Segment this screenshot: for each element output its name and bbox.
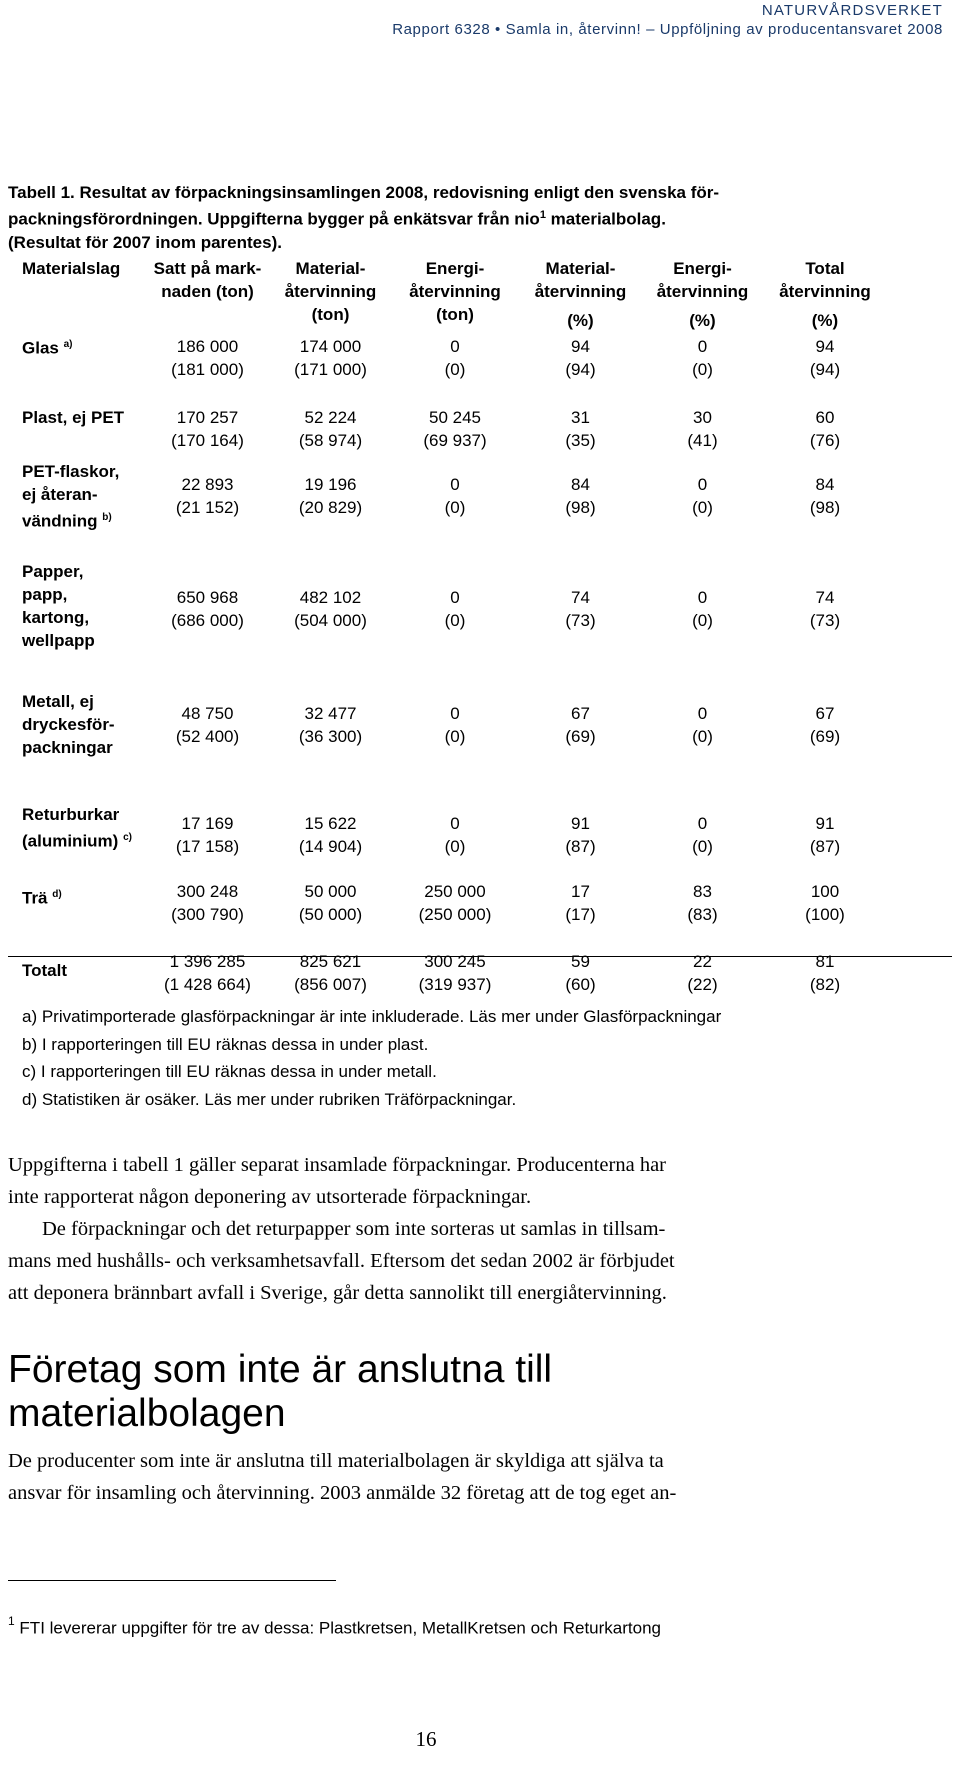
- row-label-line: Totalt: [22, 961, 68, 980]
- caption-line: (Resultat för 2007 inom parentes).: [8, 232, 282, 252]
- row-label-line: papp,: [22, 585, 68, 604]
- table-cell: 67: [571, 704, 590, 723]
- column-header: (%): [567, 311, 594, 330]
- table-cell: 0: [697, 588, 708, 607]
- row-label: [22, 959, 152, 982]
- table-cell: 50 000: [304, 882, 357, 901]
- row-label: [22, 460, 152, 533]
- table-cell: (98): [565, 498, 596, 517]
- row-label: [22, 333, 152, 360]
- table-cell: (0): [692, 727, 713, 746]
- column-header: Energi-: [425, 259, 485, 278]
- table-cell: (0): [692, 360, 713, 379]
- text-line: Uppgifterna i tabell 1 gäller separat insamlade förpackningar. Producenterna har: [8, 1154, 667, 1176]
- row-label-line: Papper,: [22, 562, 84, 581]
- table-cell: (0): [692, 611, 713, 630]
- table-cell: 31: [571, 408, 590, 427]
- column-header: Material-: [545, 259, 616, 278]
- column-header: återvinning: [656, 282, 749, 301]
- table-cell: (250 000): [418, 905, 492, 924]
- text-line: ansvar för insamling och återvinning. 2003 anmälde 32 företag att de tog eget an-: [8, 1482, 677, 1504]
- table-cell: (98): [809, 498, 841, 517]
- table-cell: 91: [571, 814, 590, 833]
- table-cell: (58 974): [298, 431, 363, 450]
- table-cell: (171 000): [294, 360, 367, 379]
- table-cell: (300 790): [171, 905, 244, 924]
- table-cell: (0): [692, 498, 713, 517]
- table-cell: 1 396 285: [169, 952, 246, 971]
- note-ref: b): [102, 512, 112, 523]
- row-label-line: wellpapp: [22, 631, 95, 650]
- table-cell: (319 937): [418, 975, 492, 994]
- table-cell: 170 257: [176, 408, 239, 427]
- table-cell: (69): [565, 727, 596, 746]
- table-cell: (35): [565, 431, 596, 450]
- row-label-line: ej återan-: [22, 485, 98, 504]
- table-cell: 32 477: [304, 704, 357, 723]
- column-header: Material-: [295, 259, 366, 278]
- row-label: [22, 560, 152, 652]
- paragraph: [8, 1445, 868, 1509]
- column-header: Energi-: [673, 259, 732, 278]
- table-cell: (73): [565, 611, 596, 630]
- table-cell: (41): [687, 431, 718, 450]
- publisher-header: NATURVÅRDSVERKET: [761, 2, 943, 19]
- text-line: att deponera brännbart avfall i Sverige, går detta sannolikt till energiåtervinning.: [8, 1282, 667, 1304]
- table-cell: 0: [450, 704, 460, 723]
- table-cell: (94): [809, 360, 841, 379]
- footnote-ref[interactable]: 1: [539, 209, 546, 221]
- table-cell: 19 196: [304, 475, 357, 494]
- table-cell: 74: [815, 588, 835, 607]
- column-header: återvinning: [409, 282, 501, 301]
- note-ref: a): [63, 339, 73, 350]
- table-cell: (0): [444, 360, 466, 379]
- table-cell: 67: [815, 704, 835, 723]
- table-cell: (181 000): [171, 360, 244, 379]
- column-header: (ton): [311, 305, 350, 324]
- table-cell: 52 224: [304, 408, 357, 427]
- table-cell: (22): [687, 975, 718, 994]
- table-cell: 22 893: [181, 475, 234, 494]
- table-cell: (87): [809, 837, 841, 856]
- table-cell: (856 007): [294, 975, 367, 994]
- table-cell: (94): [565, 360, 596, 379]
- table-cell: (100): [805, 905, 845, 924]
- column-header: Total: [805, 259, 845, 278]
- table-cell: 30: [693, 408, 712, 427]
- row-label-line: dryckesför-: [22, 715, 115, 734]
- table-caption: [8, 181, 908, 254]
- table-cell: (170 164): [171, 431, 244, 450]
- table-cell: (1 428 664): [164, 975, 251, 994]
- text-line: mans med hushålls- och verksamhetsavfall. Eftersom det sedan 2002 är förbjudet: [8, 1250, 675, 1272]
- table-divider: [8, 956, 952, 957]
- table-cell: (83): [687, 905, 718, 924]
- table-cell: 22: [693, 952, 712, 971]
- table-cell: (36 300): [298, 727, 363, 746]
- row-label-line: Glas $^{a)}$: [22, 338, 73, 358]
- text-line: De förpackningar och det returpapper som inte sorteras ut samlas in tillsam-: [42, 1218, 666, 1240]
- table-cell: (0): [444, 611, 466, 630]
- table-cell: 100: [810, 882, 840, 901]
- paragraph: [8, 1213, 868, 1309]
- table-cell: 15 622: [304, 814, 357, 833]
- table-cell: (20 829): [298, 498, 363, 517]
- table-note: b) I rapporteringen till EU räknas dessa in under plast.: [22, 1035, 429, 1054]
- table-cell: (0): [692, 837, 713, 856]
- row-label-line: packningar: [22, 738, 113, 757]
- table-cell: 482 102: [299, 588, 362, 607]
- row-label-line: Returburkar: [22, 805, 120, 824]
- table-cell: (50 000): [298, 905, 363, 924]
- table-cell: 186 000: [176, 337, 239, 356]
- table-cell: (69): [809, 727, 841, 746]
- table-cell: (82): [809, 975, 841, 994]
- column-header: återvinning: [779, 282, 871, 301]
- row-label: [22, 883, 152, 910]
- row-label-line: Trä $^{d)}$: [22, 888, 62, 908]
- text-line: inte rapporterat någon deponering av utsorterade förpackningar.: [8, 1186, 532, 1208]
- table-cell: 174 000: [299, 337, 362, 356]
- column-header: återvinning: [534, 282, 627, 301]
- table-cell: (0): [444, 727, 466, 746]
- report-header: Rapport 6328 • Samla in, återvinn! – Uppföljning av producentansvaret 2008: [392, 21, 943, 38]
- table-cell: 0: [450, 337, 460, 356]
- row-label: [22, 803, 152, 853]
- table-cell: 0: [697, 814, 708, 833]
- table-cell: (686 000): [171, 611, 244, 630]
- table-cell: 60: [815, 408, 835, 427]
- table-cell: 0: [697, 337, 708, 356]
- table-cell: (60): [565, 975, 596, 994]
- note-ref: d): [52, 889, 62, 900]
- note-ref: c): [123, 832, 132, 843]
- table-cell: 0: [697, 475, 708, 494]
- paragraph: [8, 1149, 868, 1213]
- table-cell: 0: [450, 475, 460, 494]
- table-cell: 0: [450, 588, 460, 607]
- table-cell: 300 248: [176, 882, 239, 901]
- table-cell: 825 621: [299, 952, 362, 971]
- table-cell: (73): [809, 611, 841, 630]
- table-cell: (21 152): [175, 498, 240, 517]
- table-cell: 250 000: [424, 882, 486, 901]
- table-cell: 17: [571, 882, 590, 901]
- table-note: a) Privatimporterade glasförpackningar är inte inkluderade. Läs mer under Glasförpackningar: [22, 1007, 722, 1026]
- column-header: återvinning: [284, 282, 377, 301]
- text-line: De producenter som inte är anslutna till materialbolagen är skyldiga att själva ta: [8, 1450, 664, 1472]
- footnote: $^1$ FTI levererar uppgifter för tre av dessa: Plastkretsen, MetallKretsen och Returkartong: [8, 1614, 661, 1638]
- table-cell: 48 750: [181, 704, 234, 723]
- column-header: (%): [689, 311, 716, 330]
- row-label: [22, 690, 152, 759]
- column-header: Satt på mark-: [153, 259, 262, 278]
- table-cell: (52 400): [175, 727, 240, 746]
- table-cell: 81: [815, 952, 835, 971]
- table-cell: 17 169: [181, 814, 234, 833]
- table-cell: 94: [571, 337, 590, 356]
- row-label-line: Metall, ej: [22, 692, 94, 711]
- table-cell: (14 904): [298, 837, 363, 856]
- table-cell: 0: [697, 704, 708, 723]
- section-heading: Företag som inte är anslutna till materialbolagen: [8, 1348, 553, 1435]
- caption-line: Tabell 1. Resultat av förpackningsinsamlingen 2008, redovisning enligt den svenska för-: [8, 183, 720, 202]
- table-cell: 84: [571, 475, 590, 494]
- table-cell: 74: [571, 588, 590, 607]
- footnote-number: 1: [8, 1614, 15, 1628]
- table-note: d) Statistiken är osäker. Läs mer under rubriken Träförpackningar.: [22, 1090, 517, 1109]
- row-label-line: PET-flaskor,: [22, 462, 120, 481]
- table-cell: 91: [815, 814, 835, 833]
- table-cell: 50 245: [429, 408, 481, 427]
- table-cell: (504 000): [294, 611, 367, 630]
- table-cell: 0: [450, 814, 460, 833]
- table-cell: 84: [815, 475, 835, 494]
- table-cell: 300 245: [424, 952, 486, 971]
- column-header: naden (ton): [161, 282, 254, 301]
- row-label: [22, 406, 152, 429]
- table-cell: 94: [815, 337, 835, 356]
- column-header-materialslag: Materialslag: [22, 259, 121, 278]
- column-header: (ton): [436, 305, 474, 324]
- row-label-line: Plast, ej PET: [22, 408, 125, 427]
- table-note: c) I rapporteringen till EU räknas dessa in under metall.: [22, 1062, 437, 1081]
- table-cell: 83: [693, 882, 712, 901]
- table-cell: (76): [809, 431, 841, 450]
- table-cell: (0): [444, 837, 466, 856]
- table-cell: 650 968: [176, 588, 239, 607]
- table-cell: (17): [565, 905, 596, 924]
- table-cell: (17 158): [175, 837, 240, 856]
- caption-line: packningsförordningen. Uppgifterna bygger på enkätsvar från nio$^1$ materialbolag.: [8, 209, 666, 229]
- row-label-line: (aluminium) $^{c)}$: [22, 831, 132, 851]
- column-header: (%): [811, 311, 839, 330]
- table-cell: (0): [444, 498, 466, 517]
- row-label-line: kartong,: [22, 608, 90, 627]
- page-number: 16: [415, 1727, 437, 1751]
- row-label-line: vändning $^{b)}$: [22, 511, 112, 531]
- table-cell: (69 937): [423, 431, 487, 450]
- table-cell: (87): [565, 837, 596, 856]
- table-cell: 59: [571, 952, 590, 971]
- footnote-separator: [8, 1580, 336, 1581]
